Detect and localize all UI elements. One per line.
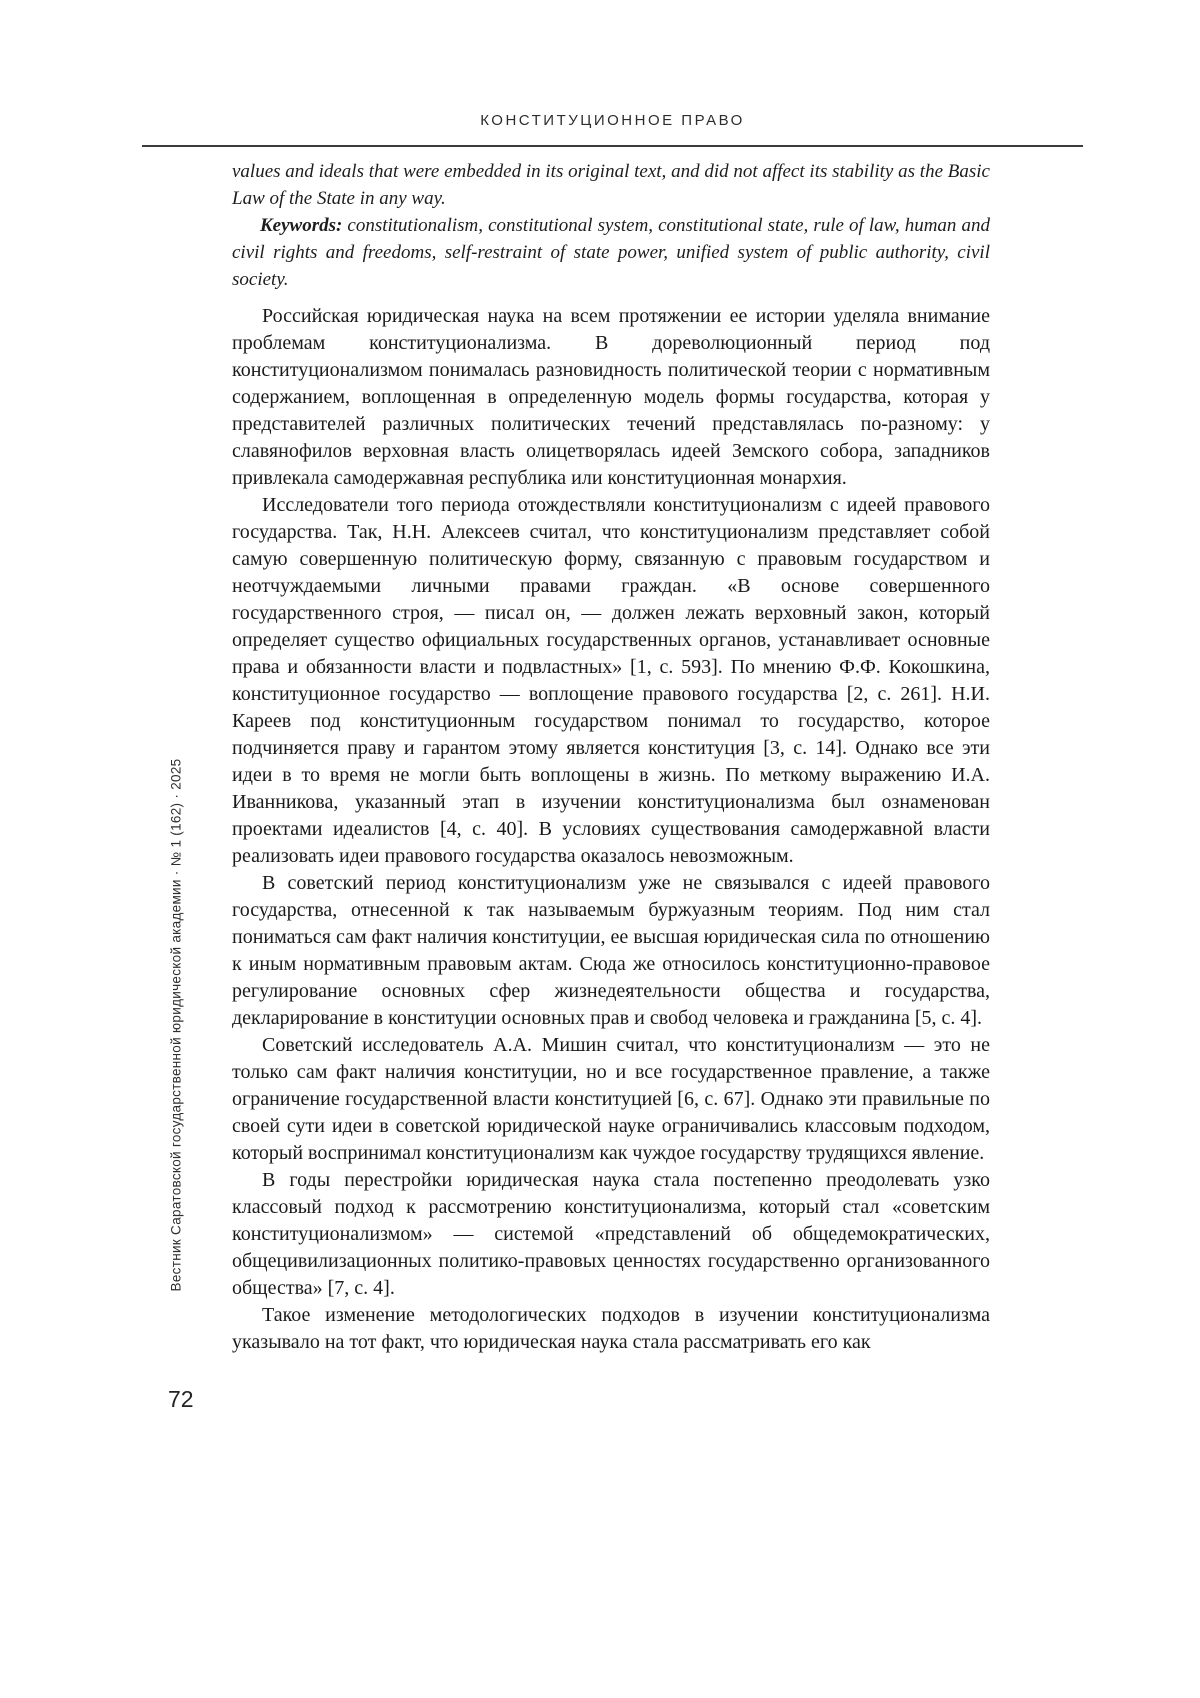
body-paragraph: В годы перестройки юридическая наука стала постепенно преодолевать узко классовый подход к рассмотрению конституционализма, который стал «советским конституционализмом» — системой «представлений об общедемократических, общецивилизационных политико-правовых ценностях государственно организованного общества» [7, с. 4].: [232, 1169, 990, 1299]
running-head: КОНСТИТУЦИОННОЕ ПРАВО: [480, 112, 745, 129]
body-paragraph: Российская юридическая наука на всем протяжении ее истории уделяла внимание проблемам конституционализма. В дореволюционный период под конституционализмом понималась разновидность политической теории с нормативным содержанием, воплощенная в определенную модель формы государства, которая у представителей различных политических течений представлялась по-разному: у славянофилов верховная власть олицетворялась идеей Земского собора, западников привлекала самодержавная республика или конституционная монархия.: [232, 305, 990, 489]
abstract-continuation: values and ideals that were embedded in its original text, and did not affect its stability as the Basic Law of the State in any way.: [232, 161, 990, 209]
page-number: 72: [168, 1386, 194, 1412]
keywords-text: constitutionalism, constitutional system, constitutional state, rule of law, human and civil rights and freedoms, self-restraint of state power, unified system of public authority, civil society.: [232, 215, 990, 290]
body-paragraph: Исследователи того периода отождествляли конституционализм с идеей правового государства. Так, Н.Н. Алексеев считал, что конституционализм представляет собой самую совершенную политическую форму, связанную с правовым государством и неотчуждаемыми личными правами граждан. «В основе совершенного государственного строя, — писал он, — должен лежать верховный закон, который определяет существо официальных государственных органов, устанавливает основные права и обязанности власти и подвластных» [1, с. 593]. По мнению Ф.Ф. Кокошкина, конституционное государство — воплощение правового государства [2, с. 261]. Н.И. Кареев под конституционным государством понимал то государство, которое подчиняется праву и гарантом этому является конституция [3, с. 14]. Однако все эти идеи в то время не могли быть воплощены в жизнь. По меткому выражению И.А. Иванникова, указанный этап в изучении конституционализма был ознаменован проектами идеалистов [4, с. 40]. В условиях существования самодержавной власти реализовать идеи правового государства оказалось невозможным.: [232, 494, 990, 867]
body-paragraph: Такое изменение методологических подходов в изучении конституционализма указывало на тот факт, что юридическая наука стала рассматривать его как: [232, 1304, 990, 1353]
body-paragraph: В советский период конституционализм уже не связывался с идеей правового государства, отнесенной к так называемым буржуазным теориям. Под ним стал пониматься сам факт наличия конституции, ее высшая юридическая сила по отношению к иным нормативным правовым актам. Сюда же относилось конституционно-правовое регулирование основных сфер жизнедеятельности общества и государства, декларирование в конституции основных прав и свобод человека и гражданина [5, с. 4].: [232, 872, 990, 1029]
abstract-block: [232, 158, 990, 293]
journal-footline: Вестник Саратовской государственной юридической академии · № 1 (162) · 2025: [168, 758, 184, 1292]
keywords-label: Keywords:: [260, 215, 343, 236]
keywords-paragraph: [232, 212, 990, 293]
article-body: [232, 303, 990, 1356]
body-paragraph: Советский исследователь А.А. Мишин считал, что конституционализм — это не только сам факт наличия конституции, но и все государственное правление, а также ограничение государственной власти конституцией [6, с. 67]. Однако эти правильные по своей сути идеи в советской юридической науке ограничивались классовым подходом, который воспринимал конституционализм как чуждое государству трудящихся явление.: [232, 1034, 990, 1164]
header-divider: [142, 145, 1083, 147]
